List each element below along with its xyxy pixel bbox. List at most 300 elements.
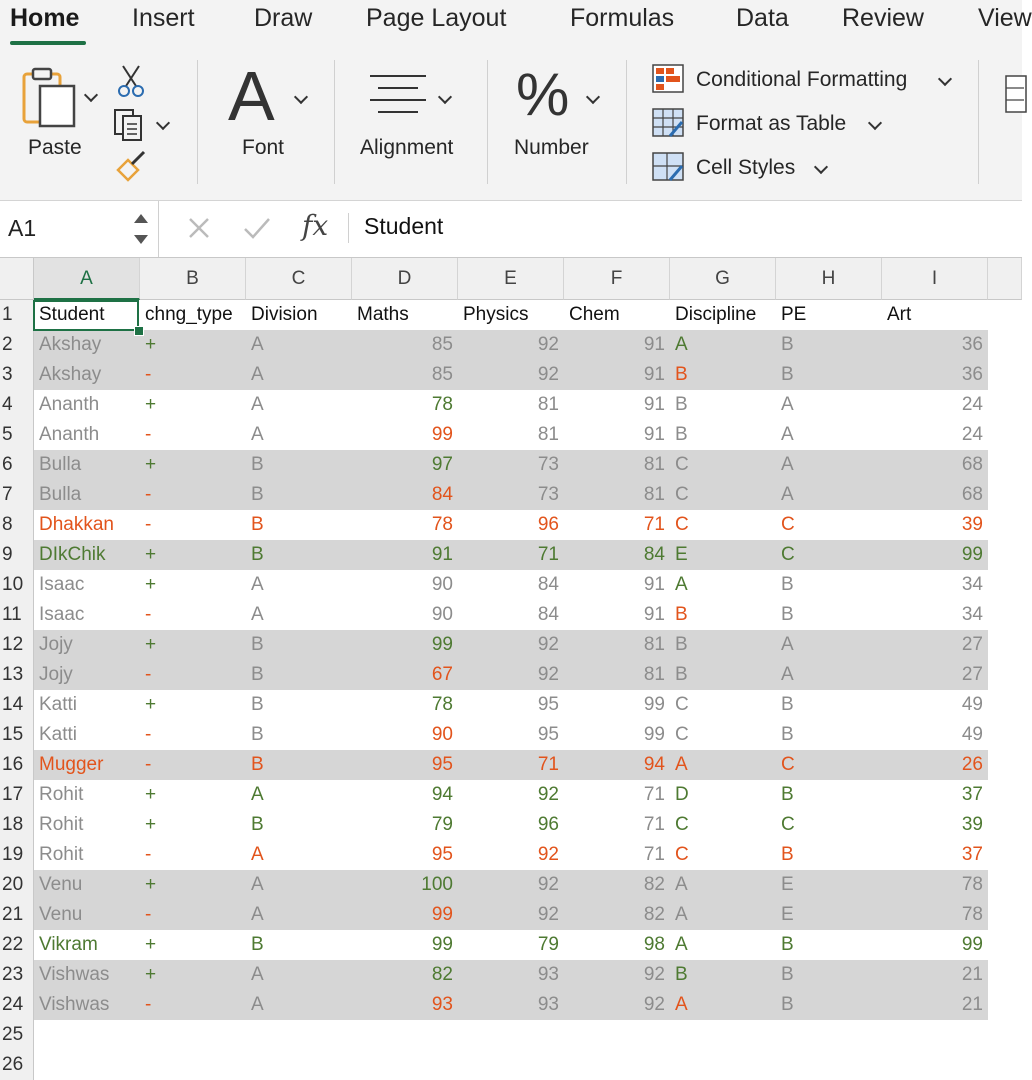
table-cell[interactable]: A [675, 574, 688, 595]
table-cell[interactable]: - [145, 424, 152, 445]
table-cell[interactable]: 91 [643, 424, 665, 445]
table-cell[interactable]: - [145, 484, 152, 505]
table-cell[interactable]: C [781, 754, 795, 775]
table-cell[interactable]: - [145, 664, 152, 685]
table-cell[interactable]: A [781, 664, 794, 685]
header-cell[interactable]: Maths [357, 304, 409, 325]
table-cell[interactable]: 81 [537, 424, 559, 445]
table-cell[interactable]: A [251, 994, 264, 1015]
cancel-icon[interactable] [186, 215, 212, 241]
tab-page-layout[interactable]: Page Layout [366, 4, 507, 32]
table-cell[interactable]: 49 [961, 694, 983, 715]
table-cell[interactable]: 93 [431, 994, 453, 1015]
header-cell[interactable]: Art [887, 304, 912, 325]
table-cell[interactable]: Ananth [39, 424, 100, 445]
header-cell[interactable]: Chem [569, 304, 620, 325]
table-cell[interactable]: C [675, 724, 689, 745]
row-header[interactable]: 20 [0, 870, 34, 900]
insert-function-fx-icon[interactable]: fx [302, 209, 329, 242]
table-cell[interactable]: 71 [643, 814, 665, 835]
table-cell[interactable]: B [781, 934, 794, 955]
table-row [34, 840, 988, 870]
header-cell[interactable]: PE [781, 304, 807, 325]
row-header[interactable]: 22 [0, 930, 34, 960]
table-cell[interactable]: C [781, 814, 795, 835]
table-cell[interactable]: + [145, 874, 157, 895]
table-row [34, 570, 988, 600]
tab-insert[interactable]: Insert [132, 4, 195, 32]
table-cell[interactable]: A [675, 904, 688, 925]
table-cell[interactable]: 26 [961, 754, 983, 775]
row-header[interactable]: 7 [0, 480, 34, 510]
table-cell[interactable]: Jojy [39, 634, 73, 655]
table-cell[interactable]: 94 [431, 784, 453, 805]
row-header[interactable]: 23 [0, 960, 34, 990]
table-cell[interactable]: - [145, 364, 152, 385]
table-cell[interactable]: 81 [537, 394, 559, 415]
table-cell[interactable]: B [251, 814, 264, 835]
table-row [34, 480, 988, 510]
row-header[interactable]: 21 [0, 900, 34, 930]
tab-data[interactable]: Data [736, 4, 789, 32]
table-cell[interactable]: 68 [961, 454, 983, 475]
table-cell[interactable]: B [781, 724, 794, 745]
table-cell[interactable]: B [781, 574, 794, 595]
row-header[interactable]: 25 [0, 1020, 34, 1050]
table-cell[interactable]: 24 [961, 424, 983, 445]
table-cell[interactable]: 24 [961, 394, 983, 415]
table-row [34, 660, 988, 690]
row-header[interactable]: 16 [0, 750, 34, 780]
table-cell[interactable]: Rohit [39, 784, 84, 805]
row-header[interactable]: 2 [0, 330, 34, 360]
table-cell[interactable]: 99 [643, 724, 665, 745]
table-cell[interactable]: Katti [39, 694, 78, 715]
column-header-i[interactable]: I [882, 258, 988, 300]
table-cell[interactable]: 27 [961, 634, 983, 655]
table-row [34, 510, 988, 540]
table-cell[interactable]: 67 [431, 664, 453, 685]
table-cell[interactable]: Katti [39, 724, 78, 745]
table-cell[interactable]: 82 [643, 874, 665, 895]
table-cell[interactable]: Venu [39, 874, 83, 895]
table-cell[interactable]: B [251, 934, 264, 955]
copy-dropdown-chevron-icon[interactable] [156, 116, 170, 130]
table-cell[interactable]: B [251, 754, 264, 775]
table-cell[interactable]: Dhakkan [39, 514, 114, 535]
table-cell[interactable]: 91 [643, 574, 665, 595]
name-box[interactable] [0, 201, 159, 257]
table-cell[interactable]: 99 [961, 544, 983, 565]
table-cell[interactable]: 81 [643, 484, 665, 505]
table-cell[interactable]: B [251, 694, 264, 715]
table-cell[interactable]: 34 [961, 604, 983, 625]
table-cell[interactable]: DIkChik [39, 544, 106, 565]
table-cell[interactable]: 91 [643, 364, 665, 385]
table-cell[interactable]: C [675, 484, 689, 505]
table-cell[interactable]: 84 [537, 574, 559, 595]
table-cell[interactable]: 90 [431, 604, 453, 625]
table-row [34, 960, 988, 990]
table-cell[interactable]: 21 [961, 994, 983, 1015]
table-cell[interactable]: 92 [537, 334, 559, 355]
font-button[interactable] [220, 57, 320, 180]
tab-review[interactable]: Review [842, 4, 924, 32]
tab-formulas[interactable]: Formulas [570, 4, 675, 32]
table-cell[interactable]: A [781, 394, 794, 415]
table-cell[interactable]: A [251, 574, 264, 595]
table-cell[interactable]: 78 [431, 694, 453, 715]
table-cell[interactable]: Rohit [39, 814, 84, 835]
table-cell[interactable]: 95 [537, 724, 559, 745]
table-row [34, 990, 988, 1020]
table-cell[interactable]: 95 [431, 754, 453, 775]
table-cell[interactable]: B [251, 634, 264, 655]
table-cell[interactable]: 36 [961, 334, 983, 355]
table-cell[interactable]: 92 [537, 784, 559, 805]
table-cell[interactable]: Akshay [39, 334, 102, 355]
table-cell[interactable]: 100 [421, 874, 453, 895]
row-header[interactable]: 18 [0, 810, 34, 840]
table-cell[interactable]: 79 [537, 934, 559, 955]
table-row [34, 540, 988, 570]
row-header[interactable]: 12 [0, 630, 34, 660]
table-cell[interactable]: Venu [39, 904, 83, 925]
table-cell[interactable]: A [781, 424, 794, 445]
table-cell[interactable]: + [145, 574, 157, 595]
format-painter-icon[interactable] [114, 150, 150, 184]
table-cell[interactable]: - [145, 754, 152, 775]
table-cell[interactable]: A [251, 844, 264, 865]
ribbon-home [0, 52, 1022, 201]
table-cell[interactable]: - [145, 904, 152, 925]
table-cell[interactable]: B [675, 604, 688, 625]
table-cell[interactable]: + [145, 694, 157, 715]
table-cell[interactable]: 37 [961, 784, 983, 805]
row-header[interactable]: 24 [0, 990, 34, 1020]
row-header[interactable]: 3 [0, 360, 34, 390]
table-cell[interactable]: 84 [431, 484, 453, 505]
table-cell[interactable]: 99 [431, 634, 453, 655]
row-header[interactable]: 14 [0, 690, 34, 720]
table-cell[interactable]: A [251, 904, 264, 925]
spreadsheet-grid[interactable] [0, 258, 1022, 1075]
table-cell[interactable]: 78 [961, 904, 983, 925]
table-cell[interactable]: 34 [961, 574, 983, 595]
table-cell[interactable]: - [145, 514, 152, 535]
tab-view[interactable]: View [978, 4, 1032, 32]
active-cell-outline [33, 300, 139, 331]
table-cell[interactable]: 92 [643, 994, 665, 1015]
table-cell[interactable]: 99 [643, 694, 665, 715]
table-cell[interactable]: Bulla [39, 484, 82, 505]
table-cell[interactable]: B [781, 694, 794, 715]
table-cell[interactable]: D [675, 784, 689, 805]
table-cell[interactable]: A [675, 934, 688, 955]
table-row [34, 330, 988, 360]
table-cell[interactable]: 92 [537, 874, 559, 895]
table-cell[interactable]: A [675, 874, 688, 895]
table-cell[interactable]: 92 [643, 964, 665, 985]
column-header-e[interactable]: E [458, 258, 564, 300]
table-cell[interactable]: 73 [537, 484, 559, 505]
table-cell[interactable]: Bulla [39, 454, 82, 475]
table-cell[interactable]: + [145, 814, 157, 835]
table-cell[interactable]: Rohit [39, 844, 84, 865]
table-cell[interactable]: 95 [431, 844, 453, 865]
table-cell[interactable]: 92 [537, 634, 559, 655]
table-cell[interactable]: 91 [431, 544, 453, 565]
table-cell[interactable]: 92 [537, 844, 559, 865]
fill-handle[interactable] [134, 326, 144, 336]
table-cell[interactable]: A [675, 334, 688, 355]
table-cell[interactable]: 82 [431, 964, 453, 985]
table-cell[interactable]: Jojy [39, 664, 73, 685]
row-header[interactable]: 9 [0, 540, 34, 570]
table-cell[interactable]: A [781, 454, 794, 475]
column-header-f[interactable]: F [564, 258, 670, 300]
table-cell[interactable]: 73 [537, 454, 559, 475]
table-cell[interactable]: + [145, 394, 157, 415]
row-header[interactable]: 5 [0, 420, 34, 450]
column-header-j[interactable] [988, 258, 1022, 300]
row-header[interactable]: 19 [0, 840, 34, 870]
table-cell[interactable]: 37 [961, 844, 983, 865]
table-cell[interactable]: 92 [537, 904, 559, 925]
table-cell[interactable]: A [251, 424, 264, 445]
table-cell[interactable]: A [781, 634, 794, 655]
paste-button[interactable] [18, 66, 100, 176]
table-cell[interactable]: + [145, 544, 157, 565]
table-cell[interactable]: Isaac [39, 604, 85, 625]
table-cell[interactable]: 81 [643, 664, 665, 685]
conditional-formatting-label: Conditional Formatting [696, 68, 908, 91]
table-cell[interactable]: 39 [961, 814, 983, 835]
table-cell[interactable]: + [145, 454, 157, 475]
header-cell[interactable]: Physics [463, 304, 529, 325]
table-cell[interactable]: 78 [431, 394, 453, 415]
table-cell[interactable]: C [675, 814, 689, 835]
formula-bar [0, 201, 1022, 258]
table-cell[interactable]: C [781, 514, 795, 535]
table-cell[interactable]: A [675, 994, 688, 1015]
table-cell[interactable]: B [675, 964, 688, 985]
table-row [34, 600, 988, 630]
header-cell[interactable]: chng_type [145, 304, 233, 325]
number-button[interactable] [508, 60, 620, 180]
table-cell[interactable]: Vishwas [39, 964, 110, 985]
table-cell[interactable]: 94 [643, 754, 665, 775]
table-cell[interactable]: 27 [961, 664, 983, 685]
cells-group-icon[interactable] [1004, 74, 1024, 114]
column-header-d[interactable]: D [352, 258, 458, 300]
table-cell[interactable]: 99 [431, 934, 453, 955]
table-cell[interactable]: B [781, 964, 794, 985]
table-cell[interactable]: C [781, 544, 795, 565]
table-cell[interactable]: B [781, 994, 794, 1015]
table-cell[interactable]: A [251, 364, 264, 385]
table-cell[interactable]: 91 [643, 394, 665, 415]
table-cell[interactable]: Vikram [39, 934, 98, 955]
table-cell[interactable]: 82 [643, 904, 665, 925]
formula-input[interactable]: Student [364, 213, 444, 239]
table-cell[interactable]: 71 [643, 784, 665, 805]
table-cell[interactable]: B [675, 394, 688, 415]
table-cell[interactable]: - [145, 604, 152, 625]
header-cell[interactable]: Discipline [675, 304, 757, 325]
table-cell[interactable]: 90 [431, 574, 453, 595]
table-cell[interactable]: A [251, 334, 264, 355]
table-cell[interactable]: 96 [537, 514, 559, 535]
table-cell[interactable]: Akshay [39, 364, 102, 385]
table-cell[interactable]: + [145, 634, 157, 655]
table-cell[interactable]: 85 [431, 364, 453, 385]
table-cell[interactable]: 96 [537, 814, 559, 835]
header-cell[interactable]: Student [39, 304, 105, 325]
table-cell[interactable]: C [675, 454, 689, 475]
copy-icon[interactable] [112, 108, 148, 142]
column-header-b[interactable]: B [140, 258, 246, 300]
confirm-check-icon[interactable] [242, 215, 272, 241]
table-cell[interactable]: B [251, 664, 264, 685]
table-cell[interactable]: 95 [537, 694, 559, 715]
table-cell[interactable]: 85 [431, 334, 453, 355]
table-cell[interactable]: 21 [961, 964, 983, 985]
table-cell[interactable]: - [145, 724, 152, 745]
table-cell[interactable]: 71 [537, 544, 559, 565]
row-header[interactable]: 11 [0, 600, 34, 630]
table-cell[interactable]: 99 [431, 424, 453, 445]
table-cell[interactable]: B [251, 544, 264, 565]
column-header-g[interactable]: G [670, 258, 776, 300]
name-box-stepper-icon[interactable] [132, 209, 150, 249]
table-cell[interactable]: 71 [643, 514, 665, 535]
table-cell[interactable]: 84 [537, 604, 559, 625]
table-cell[interactable]: Vishwas [39, 994, 110, 1015]
table-cell[interactable]: B [675, 364, 688, 385]
table-cell[interactable]: B [781, 604, 794, 625]
row-header[interactable]: 1 [0, 300, 34, 330]
tab-home[interactable]: Home [10, 4, 80, 32]
table-cell[interactable]: 92 [537, 364, 559, 385]
table-cell[interactable]: 99 [961, 934, 983, 955]
table-cell[interactable]: 36 [961, 364, 983, 385]
table-cell[interactable]: E [781, 904, 794, 925]
table-cell[interactable]: C [675, 514, 689, 535]
table-cell[interactable]: + [145, 784, 157, 805]
paste-dropdown-chevron-icon[interactable] [84, 88, 98, 102]
row-header[interactable]: 17 [0, 780, 34, 810]
column-header-a[interactable]: A [34, 258, 140, 300]
table-row [34, 450, 988, 480]
table-cell[interactable]: 93 [537, 964, 559, 985]
table-cell[interactable]: 68 [961, 484, 983, 505]
table-cell[interactable]: C [675, 694, 689, 715]
table-cell[interactable]: B [675, 424, 688, 445]
format-as-table-icon [652, 108, 686, 138]
conditional-formatting-chevron-icon [938, 72, 952, 86]
row-header[interactable]: 6 [0, 450, 34, 480]
alignment-button[interactable] [358, 60, 468, 180]
table-cell[interactable]: + [145, 934, 157, 955]
header-cell[interactable]: Division [251, 304, 318, 325]
table-cell[interactable]: 71 [643, 844, 665, 865]
table-cell[interactable]: B [251, 454, 264, 475]
table-cell[interactable]: + [145, 964, 157, 985]
select-all-corner[interactable] [0, 258, 34, 300]
table-cell[interactable]: 71 [537, 754, 559, 775]
table-cell[interactable]: 92 [537, 664, 559, 685]
table-cell[interactable]: B [251, 724, 264, 745]
table-cell[interactable]: 81 [643, 454, 665, 475]
table-cell[interactable]: A [781, 484, 794, 505]
row-header[interactable]: 10 [0, 570, 34, 600]
table-cell[interactable]: + [145, 334, 157, 355]
table-cell[interactable]: 98 [643, 934, 665, 955]
table-cell[interactable]: B [781, 364, 794, 385]
row-header[interactable]: 4 [0, 390, 34, 420]
column-header-h[interactable]: H [776, 258, 882, 300]
row-header[interactable]: 15 [0, 720, 34, 750]
number-dropdown-chevron-icon [586, 90, 600, 104]
table-cell[interactable]: C [675, 844, 689, 865]
table-cell[interactable]: 39 [961, 514, 983, 535]
table-cell[interactable]: B [251, 514, 264, 535]
table-cell[interactable]: 78 [961, 874, 983, 895]
table-cell[interactable]: 99 [431, 904, 453, 925]
table-cell[interactable]: B [781, 784, 794, 805]
table-cell[interactable]: A [251, 394, 264, 415]
table-cell[interactable]: 79 [431, 814, 453, 835]
table-cell[interactable]: B [781, 334, 794, 355]
table-cell[interactable]: E [675, 544, 688, 565]
alignment-dropdown-chevron-icon [438, 90, 452, 104]
row-header[interactable]: 26 [0, 1050, 34, 1080]
table-cell[interactable]: A [251, 874, 264, 895]
table-cell[interactable]: B [675, 664, 688, 685]
number-label: Number [514, 136, 589, 159]
table-cell[interactable]: 49 [961, 724, 983, 745]
table-cell[interactable]: - [145, 994, 152, 1015]
table-cell[interactable]: 93 [537, 994, 559, 1015]
ribbon-separator [978, 60, 979, 184]
row-header[interactable]: 8 [0, 510, 34, 540]
table-cell[interactable]: A [251, 604, 264, 625]
table-cell[interactable]: 97 [431, 454, 453, 475]
table-cell[interactable]: 91 [643, 604, 665, 625]
table-cell[interactable]: 78 [431, 514, 453, 535]
cut-scissors-icon[interactable] [118, 64, 144, 98]
table-cell[interactable]: A [251, 784, 264, 805]
table-cell[interactable]: B [251, 484, 264, 505]
table-cell[interactable]: B [675, 634, 688, 655]
table-cell[interactable]: 90 [431, 724, 453, 745]
table-cell[interactable]: A [675, 754, 688, 775]
table-cell[interactable]: 81 [643, 634, 665, 655]
tab-draw[interactable]: Draw [254, 4, 313, 32]
table-cell[interactable]: Mugger [39, 754, 104, 775]
table-cell[interactable]: 91 [643, 334, 665, 355]
table-cell[interactable]: Isaac [39, 574, 85, 595]
table-cell[interactable]: 84 [643, 544, 665, 565]
column-header-c[interactable]: C [246, 258, 352, 300]
table-cell[interactable]: B [781, 844, 794, 865]
table-cell[interactable]: - [145, 844, 152, 865]
row-header[interactable]: 13 [0, 660, 34, 690]
table-cell[interactable]: Ananth [39, 394, 100, 415]
table-cell[interactable]: E [781, 874, 794, 895]
table-cell[interactable]: A [251, 964, 264, 985]
